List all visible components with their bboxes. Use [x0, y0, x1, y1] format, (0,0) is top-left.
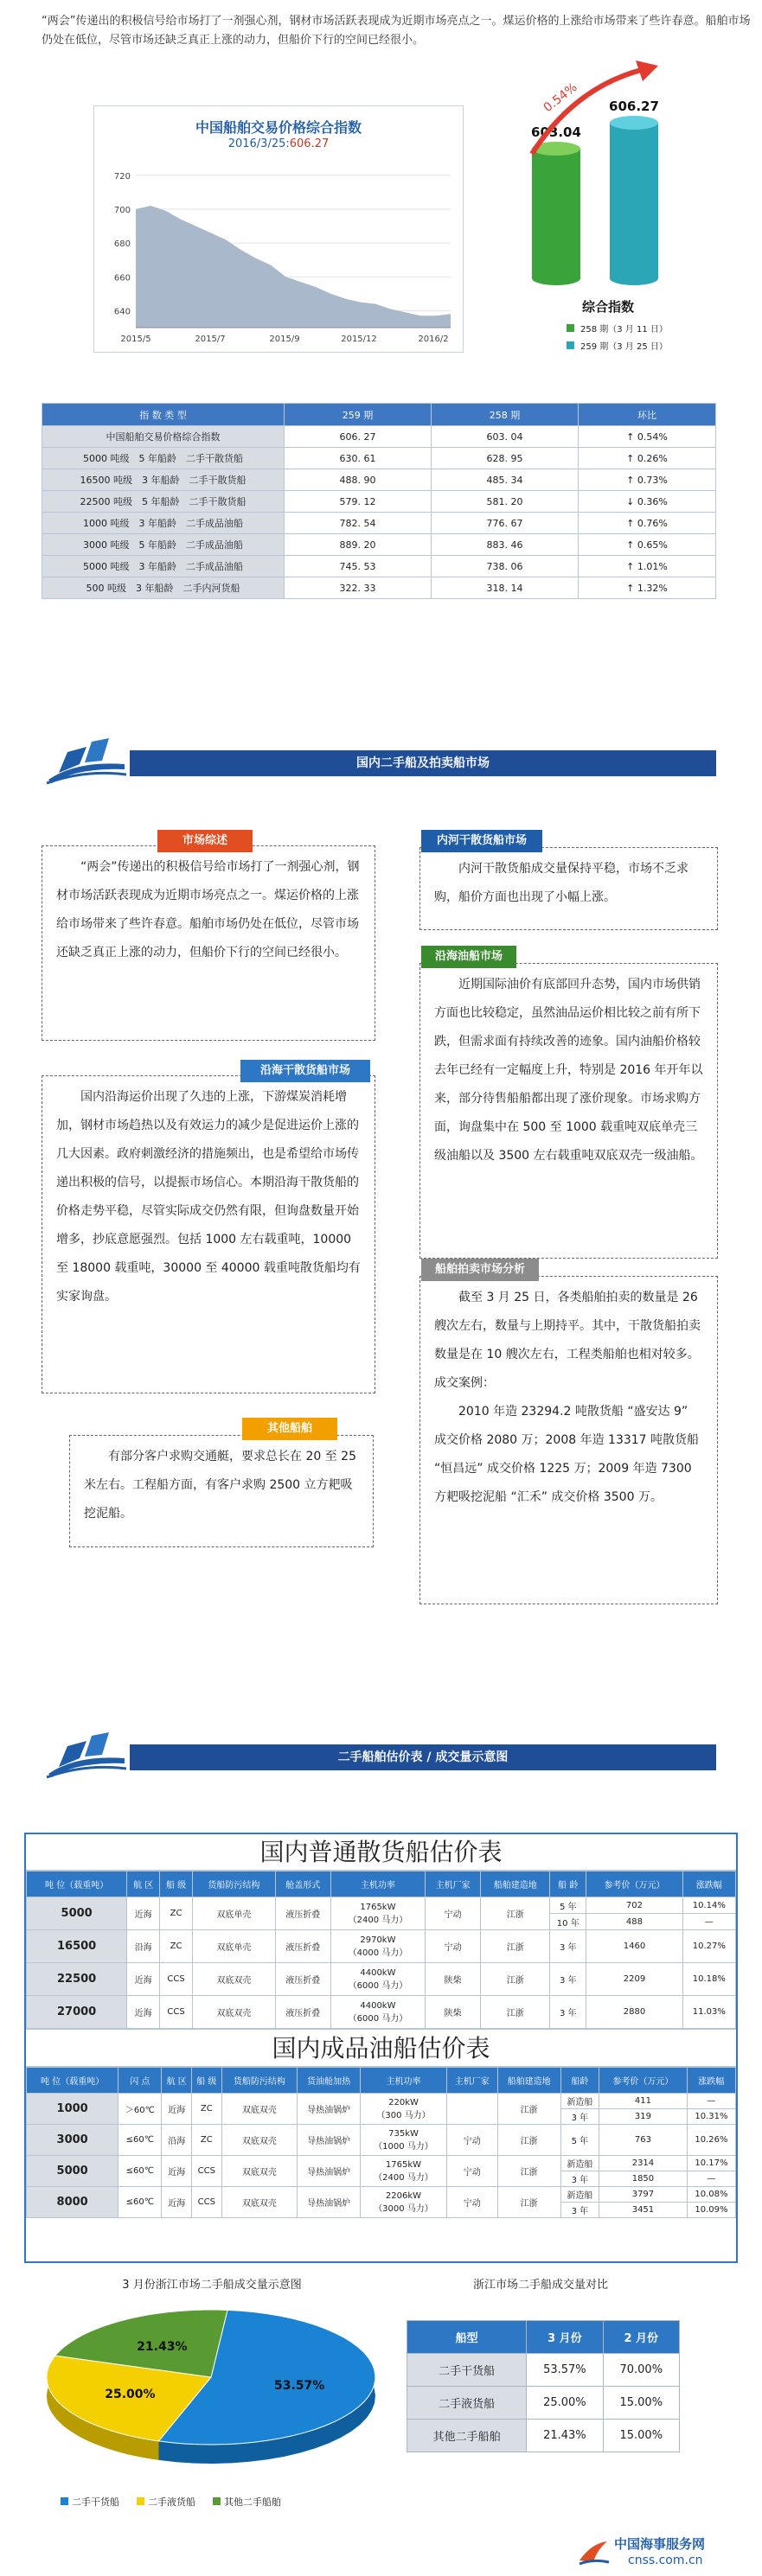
- legend-label: 259 期（3 月 25 日）: [580, 342, 668, 352]
- bulk-power: 4400kW （6000 马力）: [330, 1996, 425, 2029]
- index-row: [42, 556, 716, 577]
- index-area: [136, 206, 451, 328]
- oil-structure: 双底双壳: [221, 2125, 297, 2156]
- bulk-place: 江浙: [481, 1996, 550, 2029]
- oil-heating: 导热油锅炉: [298, 2187, 361, 2218]
- oil-structure: 双底双壳: [221, 2156, 297, 2187]
- legend-label: 258 期（3 月 11 日）: [580, 325, 668, 335]
- auction-tag: 船舶拍卖市场分析: [421, 1259, 539, 1281]
- oil-price: 1850: [599, 2171, 688, 2187]
- bulk-age: 10 年: [550, 1914, 586, 1930]
- oil-row: [27, 2125, 736, 2156]
- bulk-price: 702: [586, 1897, 682, 1914]
- oil-price: 3797: [599, 2187, 688, 2203]
- coastal-oil-text: 近期国际油价有底部回升态势，国内市场供销方面也比较稳定，虽然油品运价相比较之前有所下跌，但需求面有持续改善的迹象。国内油船价格较去年已经有一定幅度上升，特别是 2016 年开年以来，部分待售船船都出现了涨价现象。市场求购方面，询盘集中在 500 至 1000 载重吨双底单壳三级油船以及 3500 左右载重吨双底双壳一级油船。: [419, 963, 718, 1259]
- index-cur: 579. 12: [285, 491, 432, 513]
- oil-class: ZC: [192, 2094, 222, 2125]
- x-tick-label: 2015/9: [269, 335, 300, 344]
- y-tick-label: 640: [113, 307, 131, 317]
- index-row: [42, 513, 716, 534]
- oil-header: 船龄: [560, 2068, 599, 2094]
- index-chg: ↑ 0.65%: [579, 534, 716, 556]
- oil-change: 10.08%: [687, 2187, 735, 2203]
- section1-banner: 国内二手船及拍卖船市场: [130, 750, 716, 776]
- oil-heating: 导热油锅炉: [298, 2094, 361, 2125]
- line-chart-plot: [94, 158, 463, 352]
- oil-row: [27, 2094, 736, 2109]
- bulk-header: 船舶建造地: [481, 1871, 550, 1897]
- oil-maker: [446, 2094, 497, 2125]
- y-tick-label: 680: [113, 239, 131, 250]
- bar-chart-caption: 综合指数: [581, 299, 635, 315]
- index-prev: 628. 95: [432, 448, 579, 469]
- bulk-maker: 宁动: [426, 1930, 481, 1963]
- intro-text: “两会”传递出的积极信号给市场打了一剂强心剂，钢材市场活跃表现成为近期市场亮点之一。煤运价格的上涨给市场带来了些许春意。船舶市场仍处在低位，尽管市场还缺乏真正上涨的动力，但船价下行的空间已经很小。: [42, 15, 751, 47]
- bulk-class: ZC: [160, 1930, 193, 1963]
- compare-row: [407, 2420, 680, 2452]
- coastal-bulk-tag: 沿海干散货船市场: [240, 1060, 370, 1082]
- compare-cell: 25.00%: [527, 2387, 603, 2420]
- cmp-header-mar: 3 月份: [527, 2321, 603, 2354]
- section1-header: [42, 735, 716, 787]
- inland-bulk-text: 内河干散货船成交量保持平稳，市场不乏求购，船价方面也出现了小幅上涨。: [419, 847, 718, 930]
- bulk-change: 10.18%: [682, 1963, 735, 1996]
- bulk-price: 2880: [586, 1996, 682, 2029]
- bulk-class: CCS: [160, 1996, 193, 2029]
- bulk-place: 江浙: [481, 1930, 550, 1963]
- oil-place: 江浙: [497, 2094, 560, 2125]
- index-type: 3000 吨级 5 年船龄 二手成品油船: [42, 534, 285, 556]
- compare-cell: 其他二手船舶: [407, 2420, 527, 2452]
- pie-label: 25.00%: [105, 2388, 156, 2402]
- bulk-header: 舱盖形式: [275, 1871, 330, 1897]
- index-row: [42, 448, 716, 469]
- section2-banner: 二手船舶估价表 / 成交量示意图: [130, 1744, 716, 1770]
- footer-url: cnss.com.cn: [628, 2554, 703, 2567]
- bulk-structure: 双底单壳: [193, 1930, 276, 1963]
- legend-swatch: [567, 324, 574, 332]
- compare-row: [407, 2387, 680, 2420]
- index-chg: ↑ 0.26%: [579, 448, 716, 469]
- compare-row: [407, 2354, 680, 2387]
- change-label: 0.54%: [541, 80, 580, 116]
- compare-cell: 53.57%: [527, 2354, 603, 2387]
- oil-area: 沿海: [162, 2125, 192, 2156]
- coastal-oil-tag: 沿海油船市场: [421, 946, 516, 968]
- bulk-place: 江浙: [481, 1897, 550, 1930]
- bar-top: [610, 116, 658, 130]
- header-chg: 环比: [579, 404, 716, 426]
- oil-place: 江浙: [497, 2156, 560, 2187]
- index-chg: ↑ 0.76%: [579, 513, 716, 534]
- oil-price: 319: [599, 2109, 688, 2125]
- oil-change: 10.17%: [687, 2156, 735, 2171]
- oil-header: 货船防污结构: [221, 2068, 297, 2094]
- bulk-power: 1765kW （2400 马力）: [330, 1897, 425, 1930]
- index-cur: 889. 20: [285, 534, 432, 556]
- oil-power: 735kW （1000 马力）: [361, 2125, 447, 2156]
- oil-power: 220kW （300 马力）: [361, 2094, 447, 2125]
- ship-logo-icon: [42, 735, 128, 787]
- oil-class: ZC: [192, 2125, 222, 2156]
- bulk-place: 江浙: [481, 1963, 550, 1996]
- price-tables-frame: [24, 1833, 738, 2263]
- ship-logo-icon: [42, 1729, 128, 1781]
- auction-p2: 2010 年造 23294.2 吨散货船 “盛安达 9” 成交价格 2080 万；2008 年造 13317 吨散货船 “恒昌远” 成交价格 1225 万；2009 年造 7300 方耙吸挖泥船 “汇禾” 成交价格 3500 万。: [434, 1405, 700, 1504]
- bulk-price: 1460: [586, 1930, 682, 1963]
- bulk-header: 主机厂家: [426, 1871, 481, 1897]
- bar-value-label: 606.27: [609, 99, 659, 114]
- oil-header: 船 级: [192, 2068, 222, 2094]
- oil-flash: ＞60℃: [118, 2094, 162, 2125]
- oil-flash: ≤60℃: [118, 2125, 162, 2156]
- bulk-area: 沿海: [127, 1930, 160, 1963]
- oil-change: 10.31%: [687, 2109, 735, 2125]
- market-overview-tag: 市场综述: [157, 830, 253, 852]
- oil-age: 5 年: [560, 2125, 599, 2156]
- pie-chart: [38, 2291, 384, 2490]
- oil-change: 10.26%: [687, 2125, 735, 2156]
- index-type: 5000 吨级 5 年船龄 二手干散货船: [42, 448, 285, 469]
- compare-cell: 21.43%: [527, 2420, 603, 2452]
- bulk-area: 近海: [127, 1897, 160, 1930]
- oil-structure: 双底双壳: [221, 2187, 297, 2218]
- index-chg: ↑ 1.32%: [579, 577, 716, 599]
- bar: [610, 123, 658, 278]
- index-cur: 745. 53: [285, 556, 432, 577]
- bulk-tonnage: 16500: [27, 1930, 127, 1963]
- oil-age: 新造船: [560, 2187, 599, 2203]
- oil-area: 近海: [162, 2094, 192, 2125]
- index-prev: 603. 04: [432, 426, 579, 448]
- index-type: 16500 吨级 3 年船龄 二手干散货船: [42, 469, 285, 491]
- y-tick-label: 720: [113, 171, 131, 182]
- oil-structure: 双底双壳: [221, 2094, 297, 2125]
- oil-price: 2314: [599, 2156, 688, 2171]
- section2-header: [42, 1729, 716, 1781]
- index-prev: 318. 14: [432, 577, 579, 599]
- bulk-age: 3 年: [550, 1996, 586, 2029]
- bulk-hatch: 液压折叠: [275, 1996, 330, 2029]
- bar-bottom: [532, 271, 580, 285]
- index-prev: 776. 67: [432, 513, 579, 534]
- compare-title: 浙江市场二手船成交量对比: [472, 2279, 608, 2292]
- index-cur: 488. 90: [285, 469, 432, 491]
- pie-label: 21.43%: [137, 2339, 188, 2354]
- oil-header: 主机厂家: [446, 2068, 497, 2094]
- oil-tonnage: 8000: [27, 2187, 118, 2218]
- compare-table: [407, 2320, 680, 2452]
- bulk-tonnage: 27000: [27, 1996, 127, 2029]
- bulk-maker: 陕柴: [426, 1996, 481, 2029]
- oil-flash: ≤60℃: [118, 2156, 162, 2187]
- bulk-row: [27, 1897, 736, 1914]
- bulk-price-table: [26, 1871, 736, 2029]
- auction-p1: 截至 3 月 25 日，各类船舶拍卖的数量是 26 艘次左右，数量与上期持平。其中，干散货船拍卖数量是在 10 艘次左右，工程类船舶也相对较多。成交案例：: [434, 1291, 701, 1390]
- index-cur: 322. 33: [285, 577, 432, 599]
- oil-change: —: [687, 2094, 735, 2109]
- bar-value-label: 603.04: [531, 124, 581, 140]
- x-tick-label: 2016/2: [418, 335, 449, 344]
- bulk-row: [27, 1930, 736, 1963]
- index-chg: ↓ 0.36%: [579, 491, 716, 513]
- oil-header: 闪 点: [118, 2068, 162, 2094]
- bulk-tonnage: 5000: [27, 1897, 127, 1930]
- legend-swatch: [567, 341, 574, 349]
- bulk-area: 近海: [127, 1963, 160, 1996]
- bulk-header: 货船防污结构: [193, 1871, 276, 1897]
- index-cur: 782. 54: [285, 513, 432, 534]
- header-cur: 259 期: [285, 404, 432, 426]
- cmp-header-feb: 2 月份: [603, 2321, 679, 2354]
- pie-legend: [61, 2495, 389, 2509]
- bulk-header: 航 区: [127, 1871, 160, 1897]
- index-table: [42, 403, 716, 599]
- index-prev: 581. 20: [432, 491, 579, 513]
- pie-label: 53.57%: [274, 2379, 325, 2394]
- auction-text: [419, 1276, 718, 1604]
- other-ships-text: 有部分客户求购交通艇，要求总长在 20 至 25 米左右。工程船方面，有客户求购 2500 立方耙吸挖泥船。: [69, 1435, 374, 1547]
- oil-maker: 宁动: [446, 2156, 497, 2187]
- bulk-maker: 宁动: [426, 1897, 481, 1930]
- bulk-table-title: 国内普通散货船估价表: [26, 1834, 736, 1871]
- oil-header: 涨跌幅: [687, 2068, 735, 2094]
- oil-tonnage: 3000: [27, 2125, 118, 2156]
- bulk-hatch: 液压折叠: [275, 1963, 330, 1996]
- coastal-bulk-text: 国内沿海运价出现了久违的上涨，下游煤炭消耗增加，钢材市场趋热以及有效运力的减少是促进运价上涨的几大因素。政府刺激经济的措施频出，也是希望给市场传递出积极的信号，以提振市场信心。本期沿海干散货船的价格走势平稳，尽管实际成交仍然有限，但询盘数量开始增多，抄底意愿强烈。包括 1000 左右载重吨，10000 至 18000 载重吨，30000 至 40000 载重吨散货船均有实家询盘。: [42, 1075, 375, 1393]
- header-type: 指 数 类 型: [42, 404, 285, 426]
- bulk-row: [27, 1996, 736, 2029]
- oil-row: [27, 2187, 736, 2203]
- x-tick-label: 2015/12: [341, 335, 377, 344]
- line-chart-date: 2016/3/25:606.27: [227, 137, 330, 150]
- legend-item-dry: 二手干货船: [61, 2495, 119, 2509]
- compare-cell: 二手液货船: [407, 2387, 527, 2420]
- bulk-maker: 陕柴: [426, 1963, 481, 1996]
- oil-header: 货油舱加热: [298, 2068, 361, 2094]
- bulk-change: —: [682, 1914, 735, 1930]
- oil-header: 吨 位（载重吨）: [27, 2068, 118, 2094]
- bulk-age: 5 年: [550, 1897, 586, 1914]
- bulk-power: 4400kW （6000 马力）: [330, 1963, 425, 1996]
- bulk-header: 参考价（万元）: [586, 1871, 682, 1897]
- bulk-change: 10.27%: [682, 1930, 735, 1963]
- oil-header: 主机功率: [361, 2068, 447, 2094]
- oil-header: 船舶建造地: [497, 2068, 560, 2094]
- oil-maker: 宁动: [446, 2187, 497, 2218]
- index-chg: ↑ 1.01%: [579, 556, 716, 577]
- oil-area: 近海: [162, 2187, 192, 2218]
- index-chg: ↑ 0.54%: [579, 426, 716, 448]
- index-cur: 630. 61: [285, 448, 432, 469]
- index-prev: 738. 06: [432, 556, 579, 577]
- oil-tonnage: 5000: [27, 2156, 118, 2187]
- oil-class: CCS: [192, 2156, 222, 2187]
- oil-change: 10.09%: [687, 2203, 735, 2218]
- bulk-structure: 双底单壳: [193, 1897, 276, 1930]
- bulk-hatch: 液压折叠: [275, 1930, 330, 1963]
- oil-tonnage: 1000: [27, 2094, 118, 2125]
- legend-item-liquid: 二手液货船: [137, 2495, 195, 2509]
- bulk-header: 吨 位（载重吨）: [27, 1871, 127, 1897]
- oil-place: 江浙: [497, 2187, 560, 2218]
- bulk-power: 2970kW （4000 马力）: [330, 1930, 425, 1963]
- cmp-header-type: 船型: [407, 2321, 527, 2354]
- compare-cell: 二手干货船: [407, 2354, 527, 2387]
- oil-age: 3 年: [560, 2203, 599, 2218]
- bulk-header: 涨跌幅: [682, 1871, 735, 1897]
- index-chg: ↑ 0.73%: [579, 469, 716, 491]
- index-type: 中国船舶交易价格综合指数: [42, 426, 285, 448]
- bulk-header: 主机功率: [330, 1871, 425, 1897]
- oil-place: 江浙: [497, 2125, 560, 2156]
- oil-price: 763: [599, 2125, 688, 2156]
- oil-age: 3 年: [560, 2109, 599, 2125]
- bulk-change: 11.03%: [682, 1996, 735, 2029]
- oil-change: —: [687, 2171, 735, 2187]
- header-prev: 258 期: [432, 404, 579, 426]
- bar-bottom: [610, 271, 658, 285]
- oil-header: 航 区: [162, 2068, 192, 2094]
- bulk-header: 船 龄: [550, 1871, 586, 1897]
- oil-flash: ≤60℃: [118, 2187, 162, 2218]
- bulk-price: 488: [586, 1914, 682, 1930]
- index-type: 1000 吨级 3 年船龄 二手成品油船: [42, 513, 285, 534]
- bulk-structure: 双底双壳: [193, 1963, 276, 1996]
- x-tick-label: 2015/7: [195, 335, 226, 344]
- oil-maker: 宁动: [446, 2125, 497, 2156]
- bulk-hatch: 液压折叠: [275, 1897, 330, 1930]
- compare-cell: 70.00%: [603, 2354, 679, 2387]
- bulk-age: 3 年: [550, 1930, 586, 1963]
- line-chart: [93, 105, 464, 353]
- bar-chart: [480, 52, 740, 380]
- oil-age: 新造船: [560, 2156, 599, 2171]
- x-tick-label: 2015/5: [120, 335, 151, 344]
- oil-area: 近海: [162, 2156, 192, 2187]
- oil-heating: 导热油锅炉: [298, 2125, 361, 2156]
- oil-price: 3451: [599, 2203, 688, 2218]
- oil-power: 2206kW （3000 马力）: [361, 2187, 447, 2218]
- oil-power: 1765kW （2400 马力）: [361, 2156, 447, 2187]
- oil-heating: 导热油锅炉: [298, 2156, 361, 2187]
- bulk-class: CCS: [160, 1963, 193, 1996]
- y-tick-label: 700: [113, 205, 131, 215]
- oil-table-title: 国内成品油船估价表: [26, 2029, 736, 2067]
- bulk-age: 3 年: [550, 1963, 586, 1996]
- bulk-price: 2209: [586, 1963, 682, 1996]
- index-type: 500 吨级 3 年船龄 二手内河货船: [42, 577, 285, 599]
- pie-title: 3 月份浙江市场二手船成交量示意图: [122, 2279, 302, 2292]
- oil-price: 411: [599, 2094, 688, 2109]
- oil-header: 参考价（万元）: [599, 2068, 688, 2094]
- bar: [532, 149, 580, 278]
- bulk-row: [27, 1963, 736, 1996]
- index-type: 22500 吨级 5 年船龄 二手干散货船: [42, 491, 285, 513]
- oil-age: 3 年: [560, 2171, 599, 2187]
- other-ships-tag: 其他船舶: [242, 1418, 337, 1440]
- market-overview-text: “两会”传递出的积极信号给市场打了一剂强心剂，钢材市场活跃表现成为近期市场亮点之一。煤运价格的上涨给市场带来了些许春意。船舶市场仍处在低位，尽管市场还缺乏真正上涨的动力，但船价下行的空间已经很小。: [42, 845, 375, 1041]
- bulk-header: 船 级: [160, 1871, 193, 1897]
- oil-price-table: [26, 2067, 736, 2218]
- cnss-logo-icon: [576, 2536, 611, 2567]
- line-chart-title: 中国船舶交易价格综合指数: [195, 119, 362, 136]
- footer-site-name: 中国海事服务网: [614, 2536, 706, 2552]
- oil-age: 新造船: [560, 2094, 599, 2109]
- index-row: [42, 491, 716, 513]
- bulk-structure: 双底双壳: [193, 1996, 276, 2029]
- index-prev: 883. 46: [432, 534, 579, 556]
- index-row: [42, 534, 716, 556]
- oil-class: CCS: [192, 2187, 222, 2218]
- bulk-change: 10.14%: [682, 1897, 735, 1914]
- footer-logo: [576, 2533, 758, 2573]
- index-cur: 606. 27: [285, 426, 432, 448]
- oil-row: [27, 2156, 736, 2171]
- bulk-tonnage: 22500: [27, 1963, 127, 1996]
- index-type: 5000 吨级 3 年船龄 二手成品油船: [42, 556, 285, 577]
- index-row: [42, 577, 716, 599]
- bulk-class: ZC: [160, 1897, 193, 1930]
- index-row: [42, 469, 716, 491]
- bulk-area: 近海: [127, 1996, 160, 2029]
- compare-cell: 15.00%: [603, 2420, 679, 2452]
- legend-item-other: 其他二手船舶: [213, 2495, 281, 2509]
- inland-bulk-tag: 内河干散货船市场: [421, 830, 542, 852]
- index-row: [42, 426, 716, 448]
- index-prev: 485. 34: [432, 469, 579, 491]
- compare-cell: 15.00%: [603, 2387, 679, 2420]
- y-tick-label: 660: [113, 273, 131, 284]
